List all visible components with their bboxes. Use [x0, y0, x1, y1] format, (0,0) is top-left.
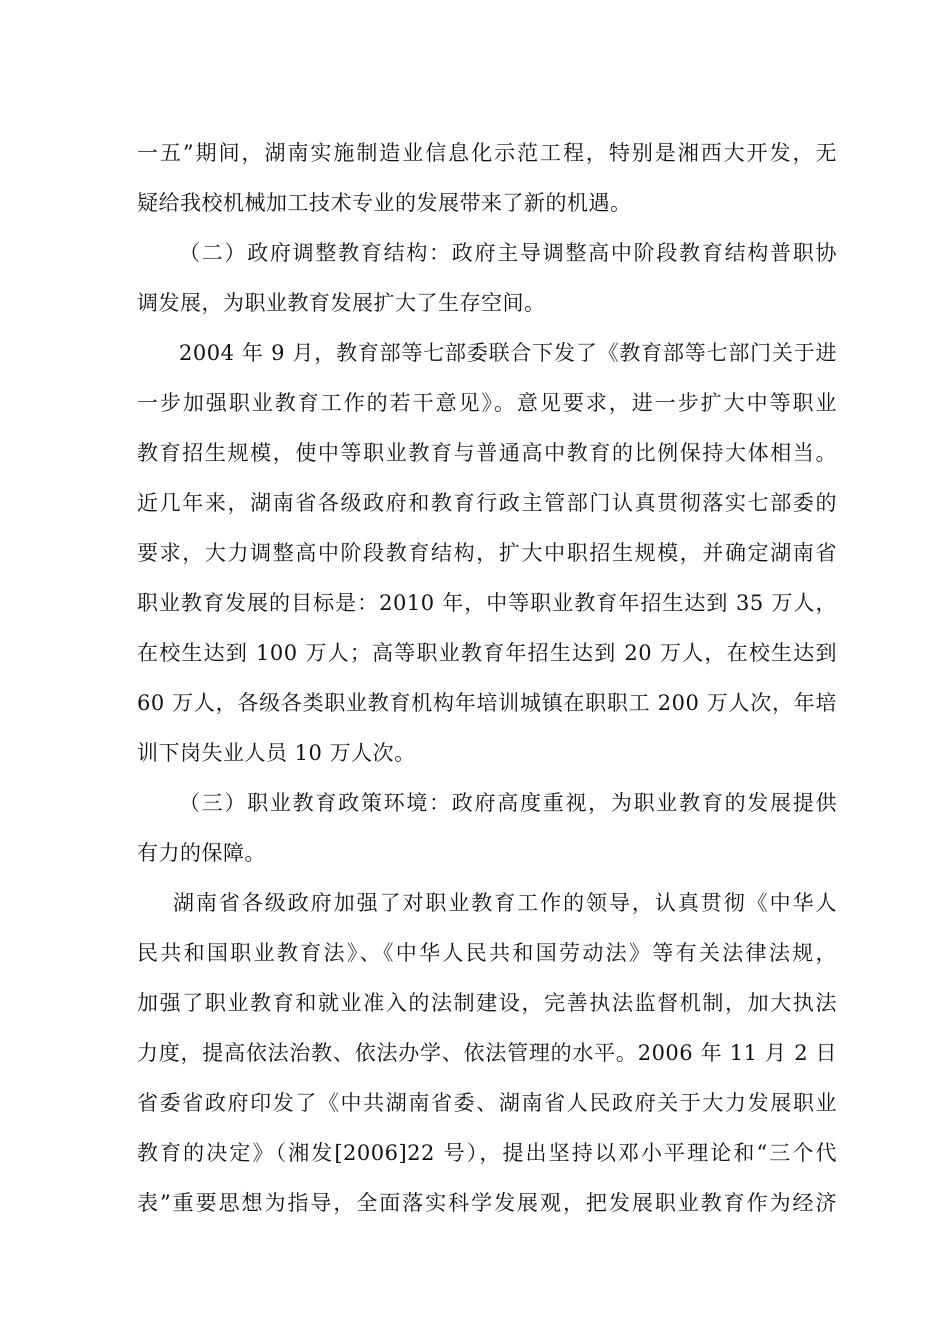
- section-heading: （三）职业教育政策环境：政府高度重视，为职业教育的发展提供: [179, 791, 837, 815]
- section-heading: （二）政府调整教育结构：政府主导调整高中阶段教育结构普职协: [179, 241, 837, 265]
- text-line: 近几年来，湖南省各级政府和教育行政主管部门认真贯彻落实七部委的: [137, 491, 837, 515]
- text-line: 省委省政府印发了《中共湖南省委、湖南省人民政府关于大力发展职业: [137, 1091, 837, 1115]
- text-line: 教育的决定》（湘发[2006]22 号），提出坚持以邓小平理论和“三个代: [137, 1141, 837, 1165]
- text-line: 60 万人，各级各类职业教育机构年培训城镇在职职工 200 万人次，年培: [137, 691, 837, 715]
- text-line: 加强了职业教育和就业准入的法制建设，完善执法监督机制，加大执法: [137, 991, 837, 1015]
- text-line: 疑给我校机械加工技术专业的发展带来了新的机遇。: [137, 191, 632, 215]
- text-line: 职业教育发展的目标是：2010 年，中等职业教育年招生达到 35 万人，: [137, 591, 837, 615]
- text-line: 调发展，为职业教育发展扩大了生存空间。: [137, 291, 546, 315]
- text-line: 有力的保障。: [137, 841, 266, 865]
- text-line: 2004 年 9 月，教育部等七部委联合下发了《教育部等七部门关于进: [179, 341, 837, 365]
- text-line: 力度，提高依法治教、依法办学、依法管理的水平。2006 年 11 月 2 日: [137, 1041, 837, 1065]
- text-line: 要求，大力调整高中阶段教育结构，扩大中职招生规模，并确定湖南省: [137, 541, 837, 565]
- text-line: 民共和国职业教育法》、《中华人民共和国劳动法》等有关法律法规，: [137, 941, 837, 965]
- text-line: 训下岗失业人员 10 万人次。: [137, 741, 416, 765]
- text-line: 一五”期间，湖南实施制造业信息化示范工程，特别是湘西大开发，无: [137, 141, 837, 165]
- text-line: 湖南省各级政府加强了对职业教育工作的领导，认真贯彻《中华人: [173, 891, 837, 915]
- text-line: 在校生达到 100 万人；高等职业教育年招生达到 20 万人，在校生达到: [137, 641, 837, 665]
- text-line: 教育招生规模，使中等职业教育与普通高中教育的比例保持大体相当。: [137, 441, 837, 465]
- text-line: 表”重要思想为指导，全面落实科学发展观，把发展职业教育作为经济: [137, 1191, 837, 1215]
- text-line: 一步加强职业教育工作的若干意见》。意见要求，进一步扩大中等职业: [137, 391, 837, 415]
